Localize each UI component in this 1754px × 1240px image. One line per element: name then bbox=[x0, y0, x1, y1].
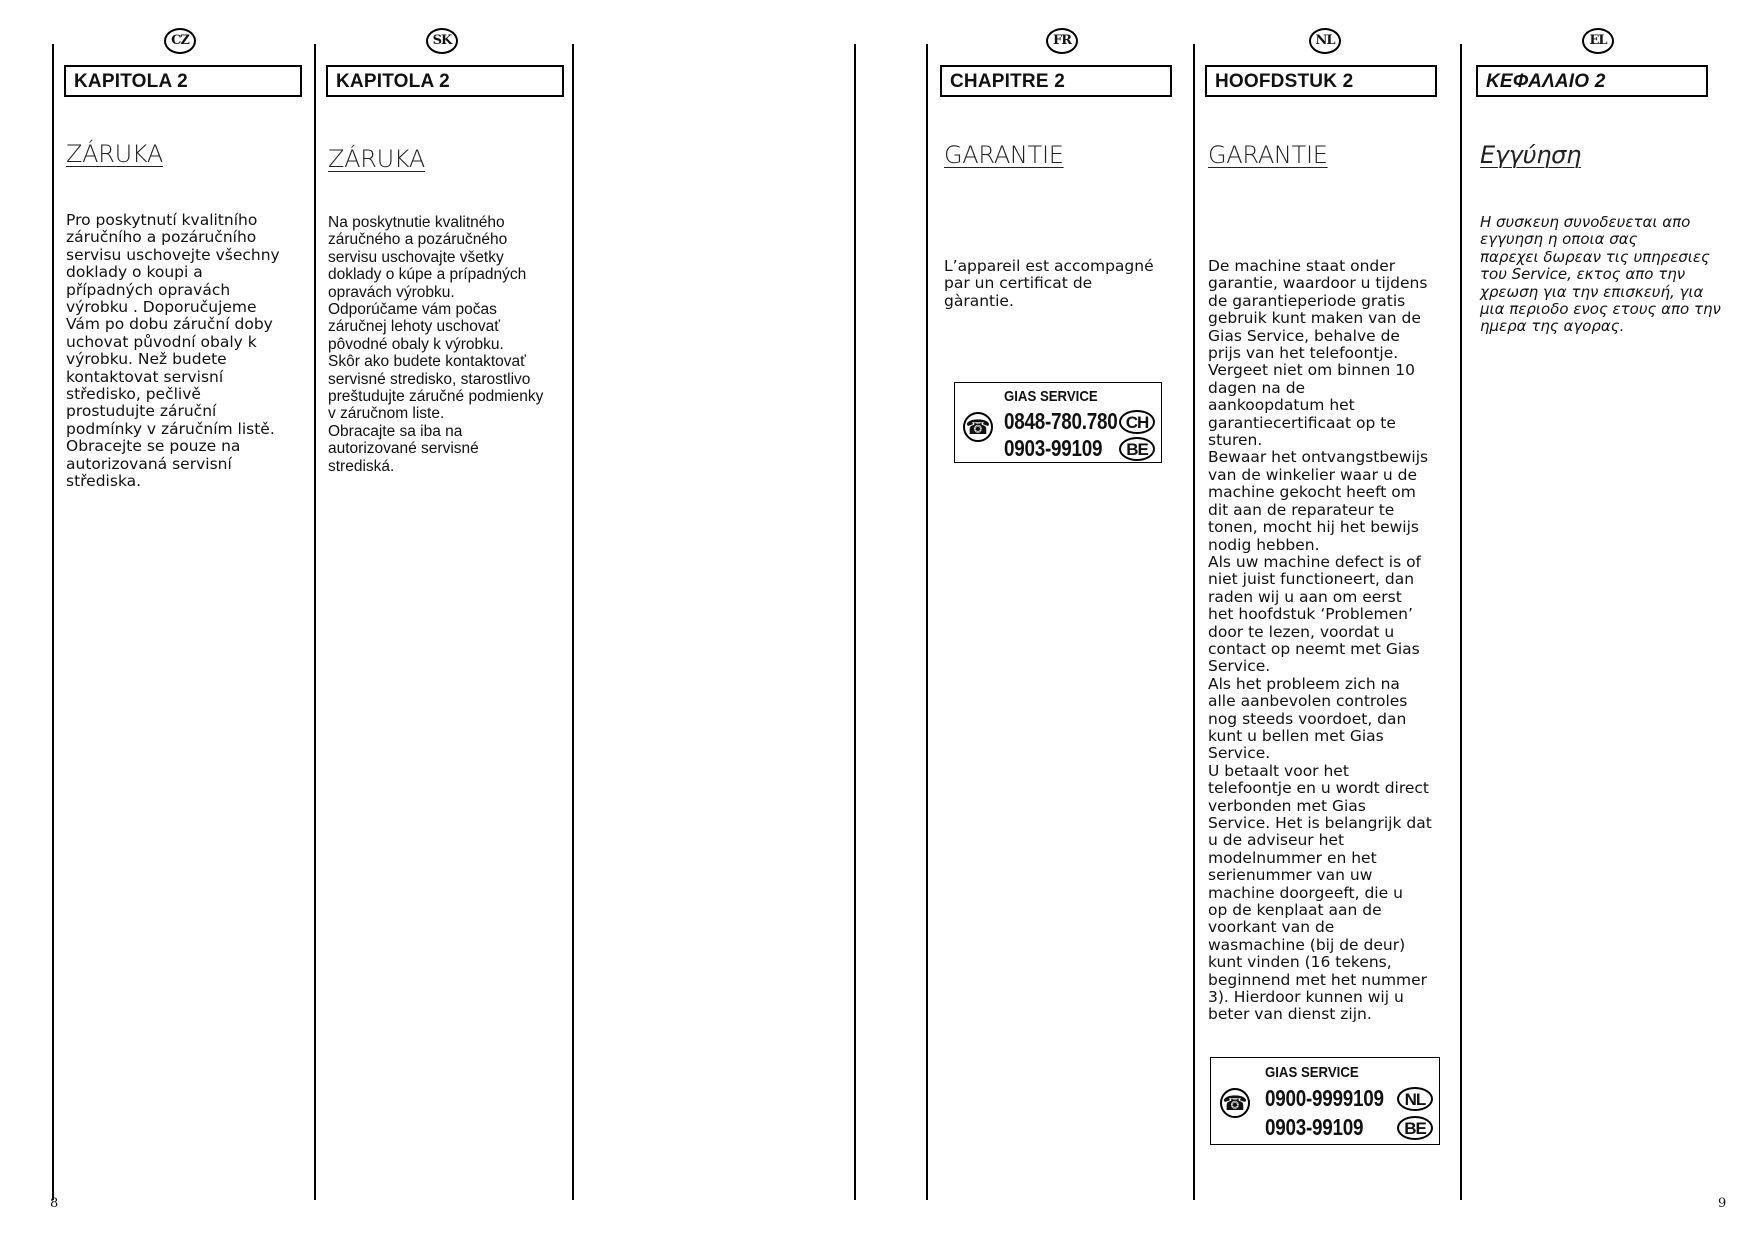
telephone-icon: ☎ bbox=[1220, 1088, 1250, 1118]
chapter-header-fr: CHAPITRE 2 bbox=[940, 65, 1172, 97]
column-divider bbox=[1460, 44, 1462, 1200]
country-code-badge: BE bbox=[1119, 437, 1155, 461]
service-phone-number: 0903-99109 bbox=[1265, 1114, 1364, 1140]
body-text-nl: De machine staat onder garantie, waardoor u tijdens de garantieperiode gratis gebruik kunt maken van de Gias Service, behalve de prijs van het telefoontje. Vergeet niet om binnen 10 dagen na de aankoopdatum het garantiecertificaat op te sturen. Bewaar het ontvangstbewijs van de winkelier waar u de machine gekocht heeft om dit aan de reparateur te tonen, mocht hij het bewijs nodig hebben. Als uw machine defect is of niet juist functioneert, dan raden wij u aan om eerst het hoofdstuk ‘Problemen’ door te lezen, voordat u contact op neemt met Gias Service. Als het probleem zich na alle aanbevolen controles nog steeds voordoet, dan kunt u bellen met Gias Service. U betaalt voor het telefoontje en u wordt direct verbonden met Gias Service. Het is belangrijk dat u de adviseur het modelnummer en het serienummer van uw machine doorgeeft, die u op de kenplaat aan de voorkant van de wasmachine (bij de deur) kunt vinden (16 tekens, beginnend met het nummer 3). Hierdoor kunnen wij u beter van dienst zijn. bbox=[1208, 257, 1432, 1024]
column-divider bbox=[52, 44, 54, 1200]
country-code-badge: CH bbox=[1119, 410, 1155, 434]
column-divider bbox=[1193, 44, 1195, 1200]
section-title-sk: ZÁRUKA bbox=[328, 145, 426, 173]
telephone-icon: ☎ bbox=[963, 412, 993, 442]
country-code-badge: NL bbox=[1397, 1087, 1433, 1111]
section-title-cz: ZÁRUKA bbox=[66, 140, 164, 168]
service-phone-number: 0903-99109 bbox=[1004, 435, 1103, 461]
body-text-fr: L’appareil est accompagné par un certificat de gàrantie. bbox=[944, 257, 1154, 310]
gias-service-box-nl bbox=[1210, 1057, 1440, 1145]
service-title: GIAS SERVICE bbox=[1265, 1064, 1359, 1081]
page-number-right: 9 bbox=[1718, 1196, 1727, 1211]
chapter-header-nl: HOOFDSTUK 2 bbox=[1205, 65, 1437, 97]
body-text-cz: Pro poskytnutí kvalitního záručního a pozáručního servisu uschovejte všechny doklady o koupi a případných opravách výrobku . Doporučujeme Vám po dobu záruční doby uchovat původní obaly k výrobku. Než budete kontaktovat servisní středisko, pečlivě prostudujte záruční podmínky v záručním listě. Obracejte se pouze na autorizovaná servisní střediska. bbox=[66, 211, 280, 491]
service-phone-number: 0848-780.780 bbox=[1004, 408, 1118, 434]
language-badge-el: EL bbox=[1582, 28, 1614, 54]
chapter-header-sk: KAPITOLA 2 bbox=[326, 65, 564, 97]
section-title-nl: GARANTIE bbox=[1208, 141, 1328, 169]
language-badge-cz: CZ bbox=[164, 28, 196, 54]
column-divider bbox=[854, 44, 856, 1200]
column-divider bbox=[314, 44, 316, 1200]
column-divider bbox=[926, 44, 928, 1200]
body-text-el: Η συσκευη συνοδευεται απο εγγυηση η οποια σας παρεχει δωρεαν τις υπηρεσιες του Service, εκτος απο την χρεωση για την επισκευή, για μια περιοδο ενος ετους απο την ημερα της αγορας. bbox=[1480, 213, 1721, 336]
language-badge-nl: NL bbox=[1309, 28, 1341, 54]
service-title: GIAS SERVICE bbox=[1004, 388, 1098, 405]
page-number-left: 8 bbox=[50, 1196, 59, 1211]
body-text-sk: Na poskytnutie kvalitného záručného a pozáručného servisu uschovajte všetky doklady o kúpe a prípadných opravách výrobku. Odporúčame vám počas záručnej lehoty uschovať pôvodné obaly k výrobku. Skôr ako budete kontaktovať servisné stredisko, starostlivo preštudujte záručné podmienky v záručnom liste. Obracajte sa iba na autorizované servisné strediská. bbox=[328, 214, 544, 475]
chapter-header-el: ΚΕΦΑΛΑΙΟ 2 bbox=[1476, 65, 1708, 97]
section-title-el: Εγγύηση bbox=[1480, 141, 1581, 169]
service-phone-number: 0900-9999109 bbox=[1265, 1085, 1384, 1111]
chapter-header-cz: KAPITOLA 2 bbox=[64, 65, 302, 97]
country-code-badge: BE bbox=[1397, 1116, 1433, 1140]
section-title-fr: GARANTIE bbox=[944, 141, 1064, 169]
language-badge-fr: FR bbox=[1046, 28, 1078, 54]
language-badge-sk: SK bbox=[426, 28, 458, 54]
column-divider bbox=[572, 44, 574, 1200]
gias-service-box-fr bbox=[954, 382, 1162, 463]
